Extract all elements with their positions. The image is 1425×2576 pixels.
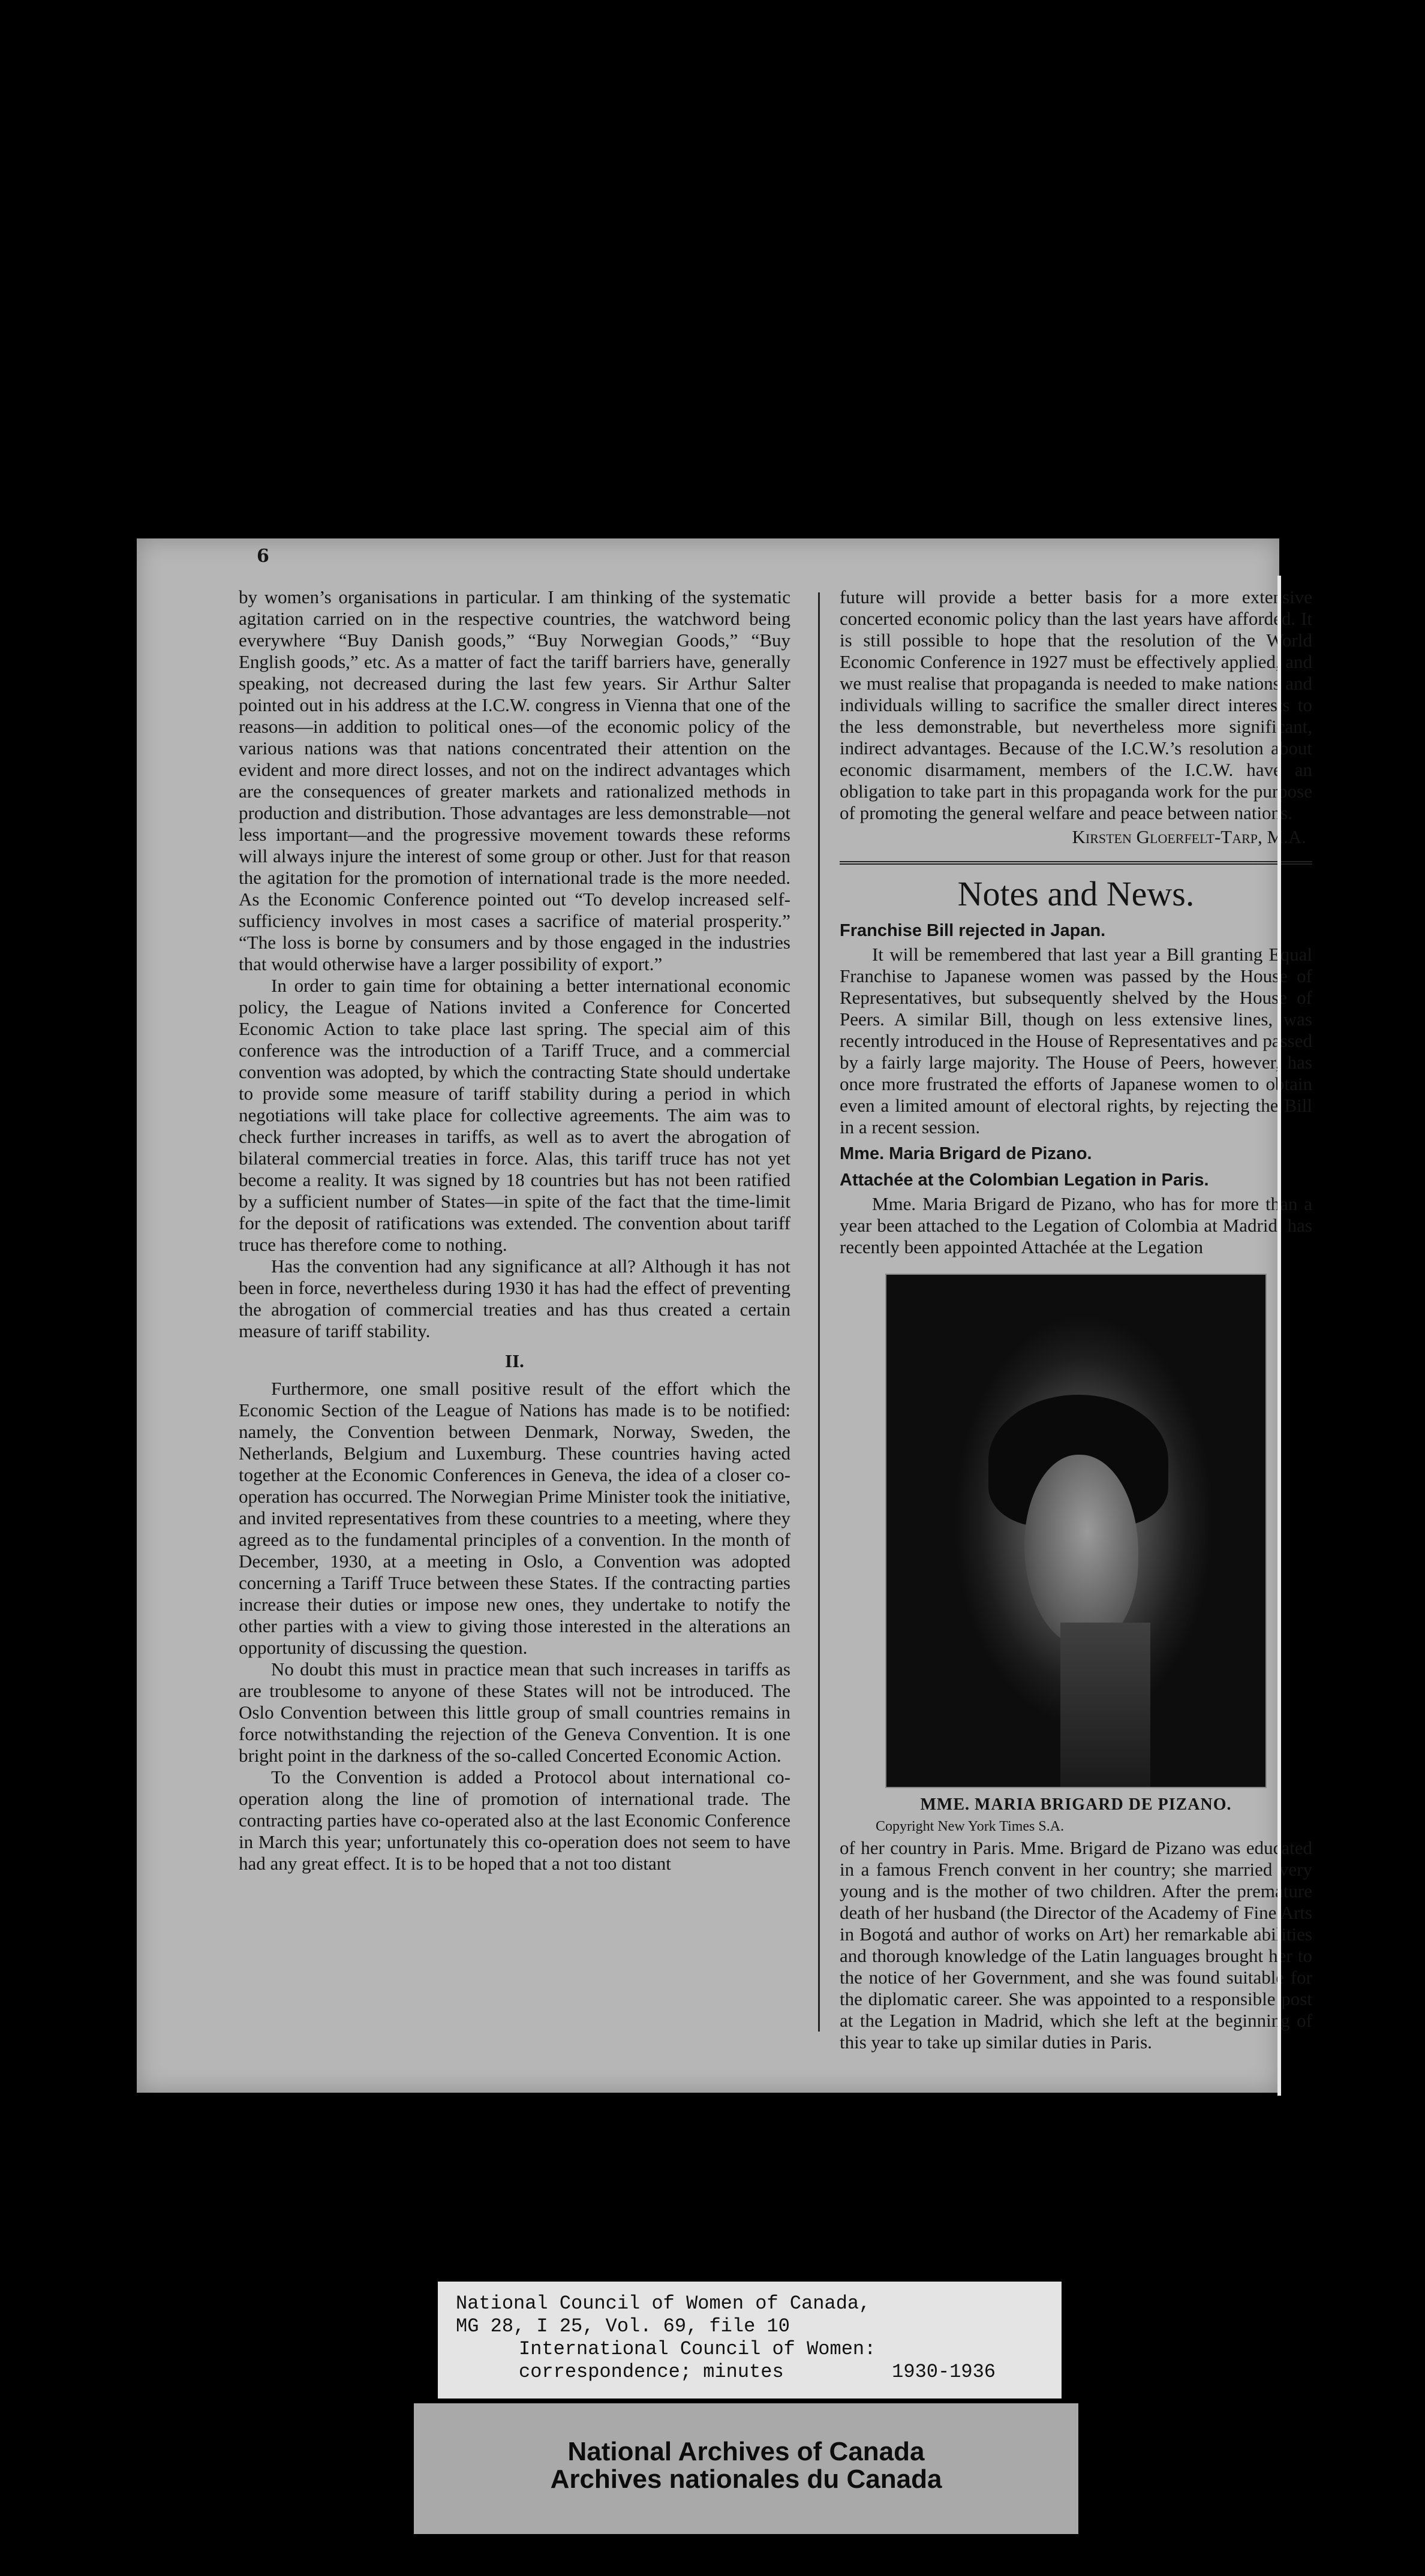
paragraph: Mme. Maria Brigard de Pizano, who has for more than a year been attached to the Legation of Colombia at Madrid, has recently been appointed Attachée at the Legation: [840, 1193, 1312, 1257]
photo-face-shape: [1024, 1455, 1138, 1647]
photo-caption: MME. MARIA BRIGARD DE PIZANO.: [920, 1795, 1232, 1814]
document-page: [137, 538, 1312, 2093]
column-divider: [818, 592, 820, 2032]
archive-name-fr: Archives nationales du Canada: [550, 2464, 942, 2494]
section-number: II.: [505, 1350, 524, 1371]
paragraph: In order to gain time for obtaining a better international economic policy, the League of Nations invited a Conference for Concerted Economic Action to take place last spring. The special aim of this conference was the introduction of a Tariff Truce, and a commercial convention was adopted, by which the contracting State should undertake to provide some measure of tariff stability during a period in which negotiations will take place for collective agreements. The aim was to check further increases in tariffs, as well as to avert the abrogation of bilateral commercial treaties in force. Alas, this tariff truce has not yet become a reality. It was signed by 18 countries but has not been ratified by a sufficient number of States—in spite of the fact that the time-limit for the deposit of ratifications was extended. The convention about tariff truce has therefore come to nothing.: [239, 975, 790, 1255]
label-line: International Council of Women:: [519, 2338, 876, 2360]
label-text: correspondence; minutes: [519, 2361, 784, 2383]
article-heading: Mme. Maria Brigard de Pizano.: [840, 1144, 1092, 1163]
paragraph: future will provide a better basis for a more extensive concerted economic policy than the last years have afforded. It is still possible to hope that the resolution of the World Economic Conference in 1927 must be effectively applied, and we must realise that propaganda is needed to make nations and individuals willing to sacrifice the smaller direct interests to the less demonstrable, but nevertheless more significant, indirect advantages. Because of the I.C.W.’s resolution about economic disarmament, members of the I.C.W. have an obligation to take part in this propaganda work for the purpose of promoting the general welfare and peace between nations.: [840, 586, 1312, 823]
portrait-photo: [885, 1274, 1267, 1788]
left-column: [239, 586, 790, 1874]
paragraph: Furthermore, one small positive result of the effort which the Economic Section of the League of Nations has made is to be notified: namely, the Convention between Denmark, Norway, Sweden, the Netherlands, Belgium and Luxemburg. These countries having acted together at the Economic Conferences in Geneva, the idea of a closer co-operation has occurred. The Norwegian Prime Minister took the initiative, and invited representatives from these countries to a meeting, where they agreed as to the fundamental principles of a convention. In the month of December, 1930, at a meeting in Oslo, a Convention was adopted concerning a Tariff Truce between these States. If the contracting parties increase their duties or impose new ones, they undertake to notify the other parties with a view to giving those interested in the alterations an opportunity of discussing the question.: [239, 1378, 790, 1658]
paragraph: No doubt this must in practice mean that such increases in tariffs as are troublesome to anyone of these States will not be introduced. The Oslo Convention between this little group of small countries remains in force notwithstanding the rejection of the Geneva Convention. It is one bright point in the darkness of the so-called Concerted Economic Action.: [239, 1659, 790, 1766]
paragraph: Has the convention had any significance at all? Although it has not been in force, nevertheless during 1930 it has had the effect of preventing the abrogation of commercial treaties and has thus created a certain measure of tariff stability.: [239, 1256, 790, 1341]
page-edge: [1235, 576, 1281, 2096]
label-line: [456, 2361, 1044, 2384]
photo-credit: Copyright New York Times S.A.: [876, 1819, 1065, 1834]
article-subheading: Attachée at the Colombian Legation in Paris.: [840, 1170, 1209, 1190]
label-line: MG 28, I 25, Vol. 69, file 10: [456, 2315, 790, 2337]
paragraph: of her country in Paris. Mme. Brigard de Pizano was educated in a famous French convent in her country; she married very young and is the mother of two children. After the premature death of her husband (the Director of the Academy of Fine Arts in Bogotá and author of works on Art) her remarkable abilities and thorough knowledge of the Latin languages brought her to the notice of her Government, and she was found suitable for the diplomatic career. She was appointed to a responsible post at the Legation in Madrid, which she left at the beginning of this year to take up similar duties in Paris.: [840, 1837, 1312, 2053]
label-date-range: 1930-1936: [892, 2361, 996, 2383]
paragraph: It will be remembered that last year a Bill granting Equal Franchise to Japanese women was passed by the House of Representatives, but subsequently shelved by the House of Peers. A similar Bill, though on less extensive lines, was recently introduced in the House of Representatives and passed by a fairly large majority. The House of Peers, however, has once more frustrated the efforts of Japanese women to obtain even a limited amount of electoral rights, by rejecting the Bill in a recent session.: [840, 944, 1312, 1137]
label-line: National Council of Women of Canada,: [456, 2292, 871, 2315]
paragraph: To the Convention is added a Protocol about international co-operation along the line of promotion of international trade. The contracting parties have co-operated also at the last Economic Conference in March this year; unfortunately this co-operation does not seem to have had any great effect. It is to be hoped that a not too distant: [239, 1767, 790, 1874]
page-number: 6: [257, 546, 269, 567]
author-signature: Kirsten Gloerfelt-Tarp, M.A.: [1072, 826, 1306, 847]
article-heading: Franchise Bill rejected in Japan.: [840, 921, 1106, 940]
archive-stamp: [414, 2403, 1078, 2534]
archive-name-en: National Archives of Canada: [567, 2437, 925, 2466]
archive-reference-label: [438, 2282, 1062, 2399]
paragraph: by women’s organisations in particular. I am thinking of the systematic agitation carried on in the respective countries, the watchword being everywhere “Buy Danish goods,” “Buy Norwegian Goods,” “Buy English goods,” etc. As a matter of fact the tariff barriers have, generally speaking, not decreased during the last few years. Sir Arthur Salter pointed out in his address at the I.C.W. congress in Vienna that one of the reasons—in addition to political ones—of the economic policy of the various nations was that nations concentrated their attention on the evident and more direct losses, and not on the indirect advantages which are the consequences of greater markets and rationalized methods in production and distribution. Those advantages are less demonstrable—not less important—and the progressive movement towards these reforms will always injure the interest of some group or other. Just for that reason the agitation for the promotion of international trade is the more needed. As the Economic Conference pointed out “To develop increased self-sufficiency involves in most cases a sacrifice of material prosperity.” “The loss is borne by consumers and by those engaged in the industries that would otherwise have a larger possibility of export.”: [239, 586, 790, 974]
photo-neck-shape: [1060, 1623, 1150, 1787]
section-title: Notes and News.: [840, 861, 1312, 915]
